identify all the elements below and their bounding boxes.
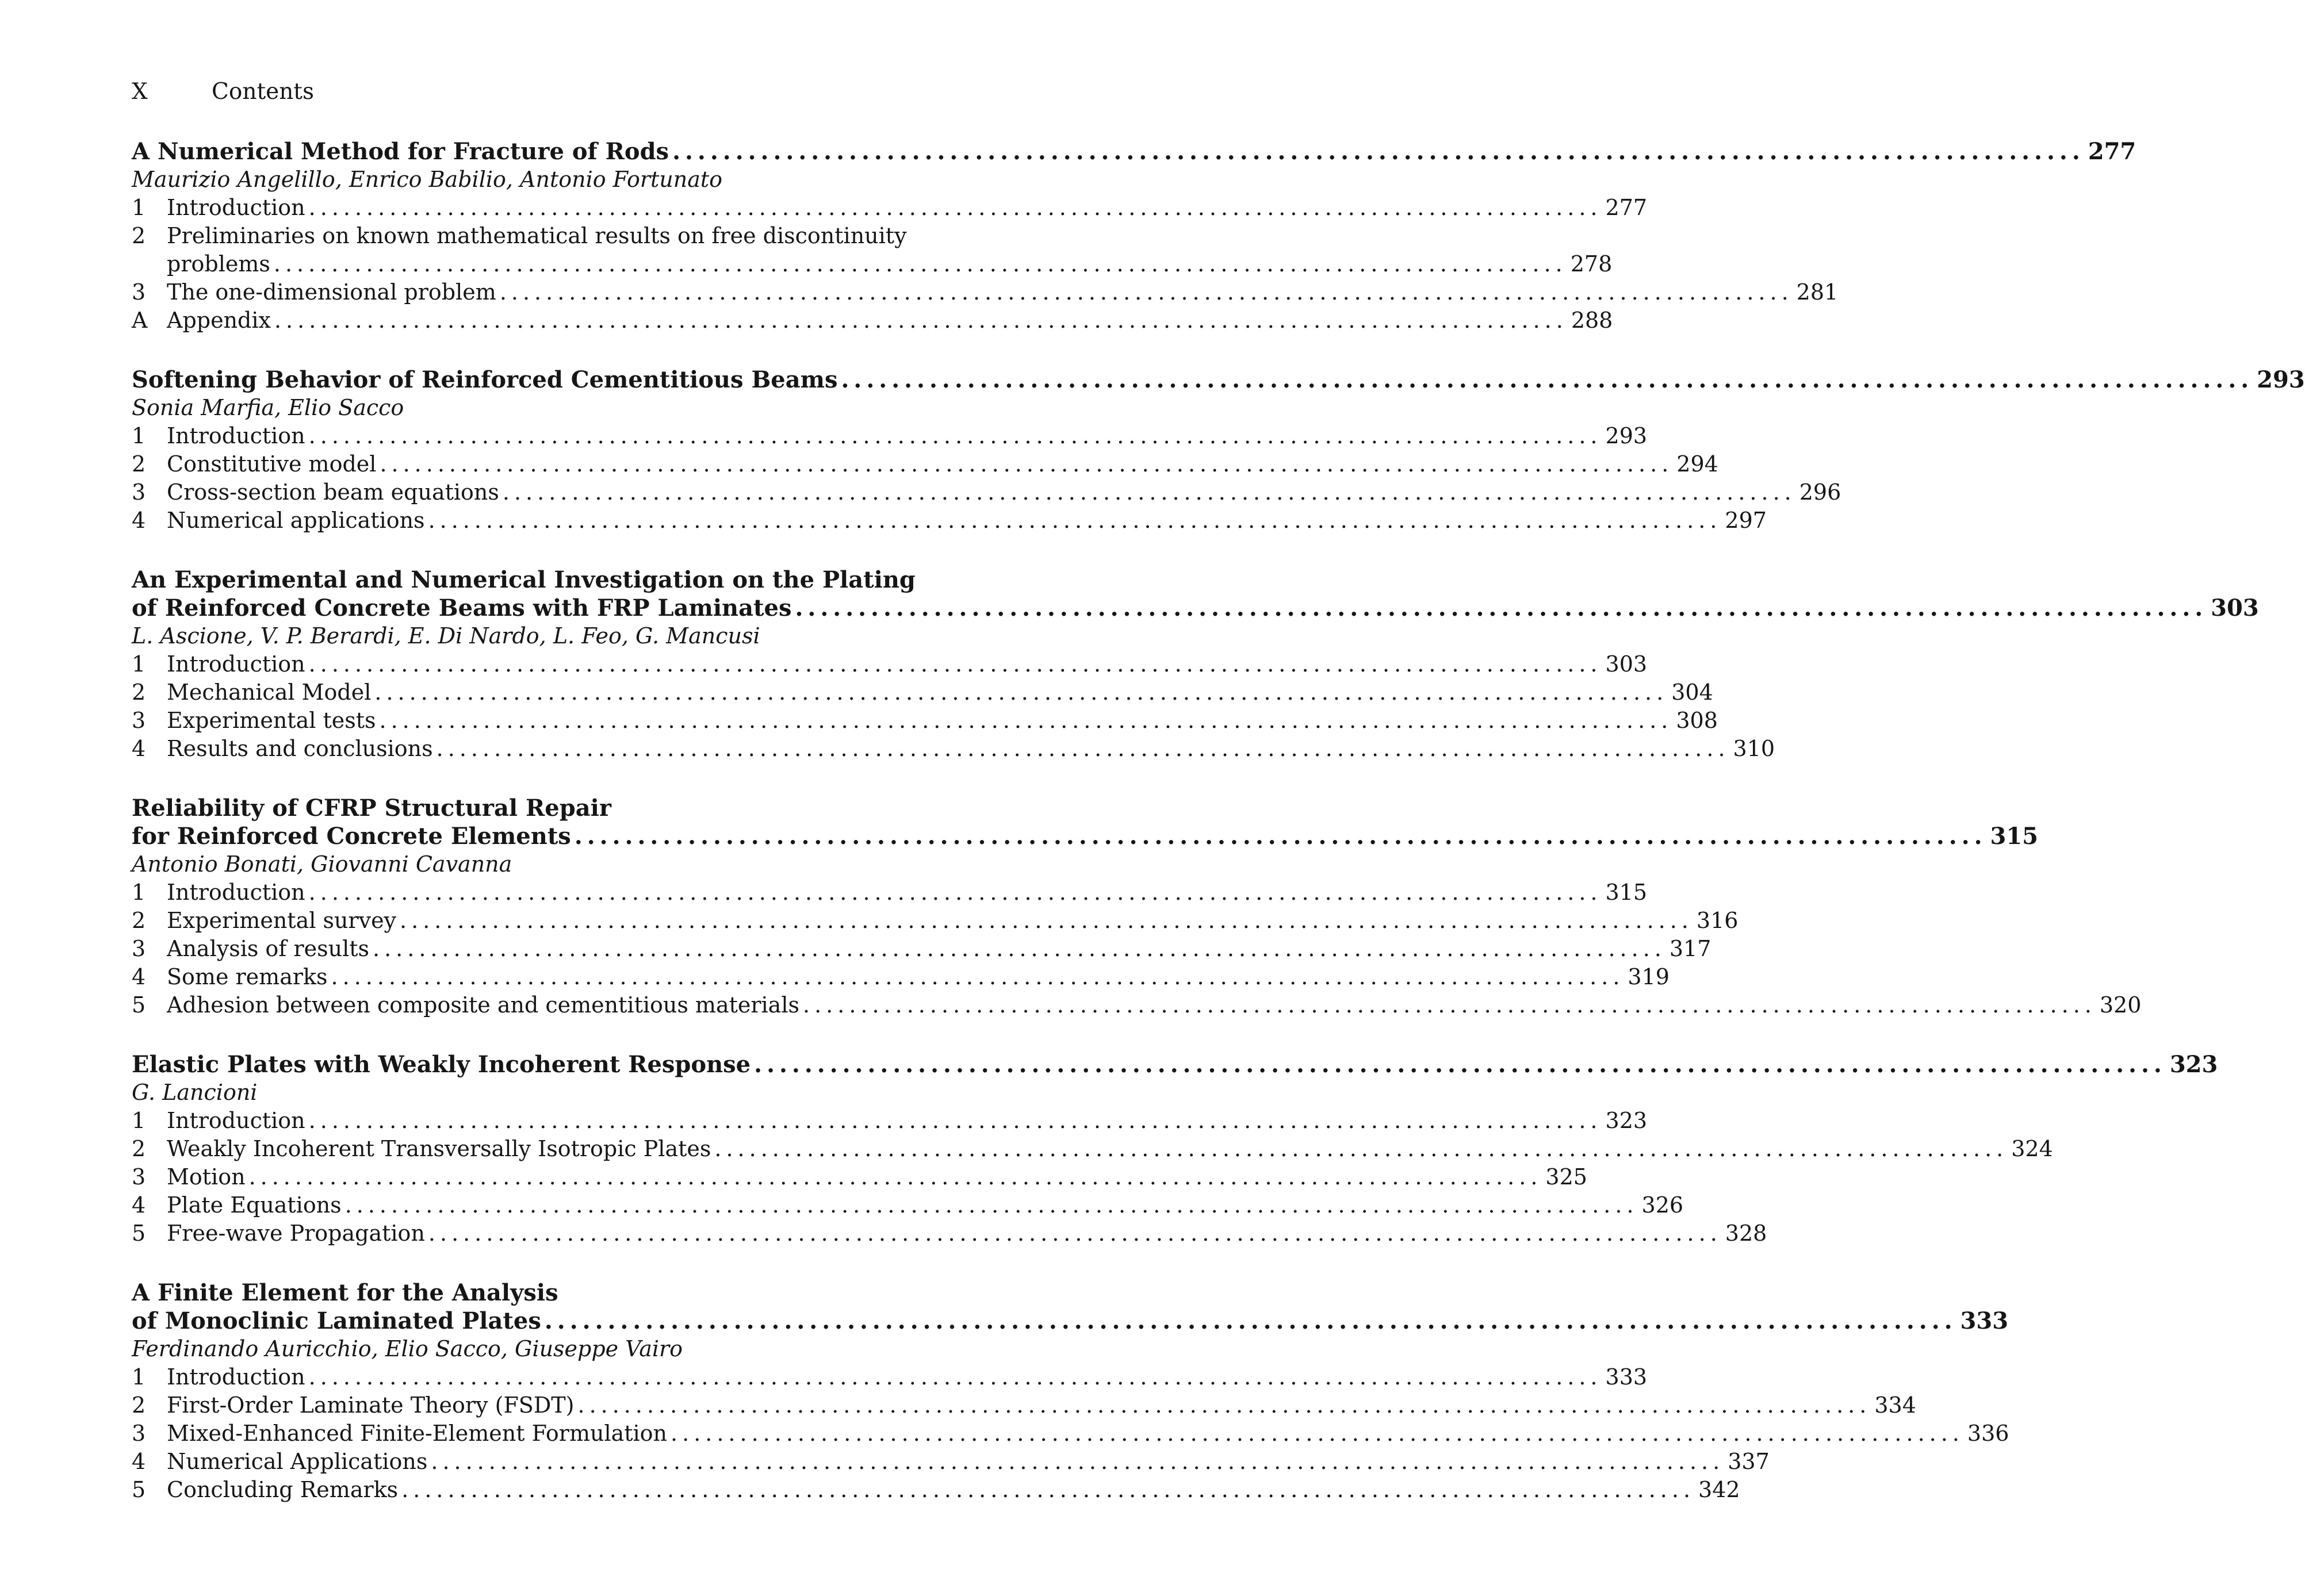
dot-leader: ................................................................................................................ [672,138,2085,165]
section-entry [132,250,1613,278]
section-title: Introduction [167,1364,305,1390]
section-number: 4 [132,1449,146,1474]
section-title: Analysis of results [167,936,370,961]
section-page-number: 297 [1725,508,1767,533]
section-title: The one-dimensional problem [167,279,496,305]
section-page-number: 319 [1628,964,1670,989]
section-page-number: 310 [1733,736,1775,761]
section-page-number: 294 [1676,451,1718,477]
dot-leader: ................................................................................................................ [380,451,1674,477]
dot-leader: ................................................................................................................ [308,195,1602,220]
section-title: First-Order Laminate Theory (FSDT) [167,1392,575,1418]
section-entry [132,963,1670,991]
section-title: Mechanical Model [167,680,372,705]
article-authors: G. Lancioni [132,1080,258,1105]
article-page-number: 277 [2088,138,2136,165]
section-entry [132,478,1841,507]
section-title: problems [167,251,270,277]
section-page-number: 328 [1725,1221,1767,1246]
section-title: Weakly Incoherent Transversally Isotropic Plates [167,1136,711,1161]
article-authors: L. Ascione, V. P. Berardi, E. Di Nardo, L. Feo, G. Mancusi [132,623,760,649]
article-title: Reliability of CFRP Structural Repair [132,795,611,822]
section-number: 2 [132,223,146,248]
section-page-number: 326 [1641,1192,1684,1218]
section-title: Introduction [167,880,305,905]
section-entry [132,907,1739,935]
section-title: Numerical Applications [167,1449,428,1474]
article-title-line [132,822,2039,850]
header-page-number: X [132,79,148,105]
section-entry [132,735,1775,763]
section-title: Introduction [167,195,305,220]
section-page-number: 337 [1728,1449,1770,1474]
article-page-number: 333 [1960,1307,2009,1334]
section-number: 5 [132,992,146,1018]
section-title: Introduction [167,651,305,677]
section-number: 3 [132,708,146,733]
section-page-number: 288 [1571,308,1613,333]
dot-leader: ................................................................................................................ [428,508,1722,533]
article-title: A Finite Element for the Analysis [132,1279,558,1306]
article-title-line [132,1050,2218,1079]
section-number: 4 [132,1192,146,1218]
section-title: Concluding Remarks [167,1477,399,1502]
article-title-line [132,366,2305,394]
section-number: 1 [132,1108,146,1133]
section-number: 3 [132,936,146,961]
running-header [132,78,314,106]
section-entry [132,878,1648,907]
section-title: Plate Equations [167,1192,342,1218]
section-number: 1 [132,423,146,448]
section-page-number: 316 [1696,908,1739,933]
section-page-number: 324 [2011,1136,2053,1161]
section-number: 1 [132,195,146,220]
section-entry [132,222,933,250]
dot-leader: ................................................................................................................ [273,251,1567,277]
section-entry [132,935,1711,963]
dot-leader: ................................................................................................................ [428,1221,1722,1246]
dot-leader: ................................................................................................................ [308,651,1602,677]
dot-leader: ................................................................................................................ [841,366,2254,393]
dot-leader: ................................................................................................................ [331,964,1625,989]
dot-leader: ................................................................................................................ [502,479,1796,505]
section-entry [132,1219,1767,1248]
article-title-line [132,137,2136,166]
section-title: Mixed-Enhanced Finite-Element Formulation [167,1421,668,1446]
section-entry [132,1135,2053,1163]
section-entry [132,650,1648,678]
dot-leader: ................................................................................................................ [544,1307,1957,1334]
section-number: 2 [132,908,146,933]
section-entry [132,707,1718,735]
section-entry [132,1191,1684,1219]
section-number: 2 [132,1136,146,1161]
toc-article [132,1279,2009,1504]
article-title: Softening Behavior of Reinforced Cementitious Beams [132,366,838,393]
section-page-number: 325 [1545,1164,1587,1190]
section-number: 4 [132,736,146,761]
article-page-number: 315 [1990,823,2039,850]
article-page-number: 303 [2211,594,2259,621]
dot-leader: ................................................................................................................ [795,594,2208,621]
dot-leader: ................................................................................................................ [754,1051,2166,1078]
dot-leader: ................................................................................................................ [436,736,1730,761]
section-entry [132,450,1718,478]
section-page-number: 296 [1799,479,1841,505]
section-title: Some remarks [167,964,328,989]
section-number: 5 [132,1221,146,1246]
section-page-number: 323 [1605,1108,1648,1133]
section-entry [132,991,2142,1019]
section-title: Experimental survey [167,908,397,933]
dot-leader: ................................................................................................................ [248,1164,1542,1190]
section-number: A [132,308,148,333]
dot-leader: ................................................................................................................ [274,308,1568,333]
section-page-number: 315 [1605,880,1648,905]
dot-leader: ................................................................................................................ [577,1392,1871,1418]
section-entry [132,1448,1770,1476]
article-title: Elastic Plates with Weakly Incoherent Response [132,1051,751,1078]
section-number: 1 [132,880,146,905]
section-title: Experimental tests [167,708,376,733]
dot-leader: ................................................................................................................ [671,1421,1964,1446]
dot-leader: ................................................................................................................ [373,936,1666,961]
article-title-line [132,594,2259,622]
section-page-number: 308 [1676,708,1718,733]
dot-leader: ................................................................................................................ [714,1136,2008,1161]
article-authors: Ferdinando Auricchio, Elio Sacco, Giuseppe Vairo [132,1336,683,1361]
section-title: Numerical applications [167,508,425,533]
article-title: of Reinforced Concrete Beams with FRP Laminates [132,594,792,621]
section-entry [132,1476,1740,1504]
dot-leader: ................................................................................................................ [308,1108,1602,1133]
article-title-line [132,566,933,594]
section-page-number: 281 [1796,279,1839,305]
section-number: 1 [132,1364,146,1390]
section-title: Introduction [167,1108,305,1133]
section-page-number: 333 [1605,1364,1648,1390]
section-number: 3 [132,1164,146,1190]
article-page-number: 293 [2257,366,2305,393]
section-title: Motion [167,1164,246,1190]
table-of-contents [132,137,2305,1535]
section-number: 3 [132,479,146,505]
dot-leader: ................................................................................................................ [400,908,1693,933]
section-entry [132,1391,1916,1419]
article-title: of Monoclinic Laminated Plates [132,1307,541,1334]
section-title: Preliminaries on known mathematical results on free discontinuity [167,223,907,248]
section-number: 5 [132,1477,146,1502]
section-entry [132,422,1648,450]
dot-leader: ................................................................................................................ [344,1192,1638,1218]
section-entry [132,306,1613,335]
section-entry [132,1419,2009,1448]
section-entry [132,1363,1648,1391]
section-page-number: 320 [2099,992,2142,1018]
article-title-line [132,1279,933,1307]
dot-leader: ................................................................................................................ [308,880,1602,905]
section-number: 3 [132,1421,146,1446]
section-entry [132,507,1767,535]
article-title: A Numerical Method for Fracture of Rods [132,138,669,165]
article-authors: Sonia Marfia, Elio Sacco [132,395,404,420]
dot-leader: ................................................................................................................ [308,423,1602,448]
section-title: Adhesion between composite and cementitious materials [167,992,799,1018]
section-page-number: 303 [1605,651,1648,677]
section-page-number: 342 [1698,1477,1740,1502]
section-page-number: 336 [1967,1421,2009,1446]
section-title: Free-wave Propagation [167,1221,425,1246]
section-entry [132,1107,1648,1135]
section-page-number: 304 [1671,680,1713,705]
dot-leader: ................................................................................................................ [431,1449,1725,1474]
article-title-line [132,1307,2009,1335]
dot-leader: ................................................................................................................ [401,1477,1695,1502]
toc-article [132,1050,2218,1248]
section-number: 3 [132,279,146,305]
section-number: 2 [132,1392,146,1418]
dot-leader: ................................................................................................................ [574,823,1987,850]
section-page-number: 317 [1669,936,1711,961]
section-number: 1 [132,651,146,677]
section-title: Constitutive model [167,451,377,477]
article-page-number: 323 [2169,1051,2218,1078]
section-page-number: 277 [1605,195,1648,220]
section-page-number: 278 [1570,251,1613,277]
article-title-line [132,794,933,822]
toc-article [132,794,2142,1019]
article-authors: Antonio Bonati, Giovanni Cavanna [132,851,512,877]
section-entry [132,1163,1587,1191]
section-number: 4 [132,508,146,533]
article-authors: Maurizio Angelillo, Enrico Babilio, Antonio Fortunato [132,167,723,192]
article-title: An Experimental and Numerical Investigation on the Plating [132,566,916,593]
section-entry [132,194,1648,222]
dot-leader: ................................................................................................................ [374,680,1668,705]
section-page-number: 334 [1874,1392,1916,1418]
section-title: Results and conclusions [167,736,433,761]
toc-article [132,366,2305,535]
dot-leader: ................................................................................................................ [499,279,1793,305]
section-title: Appendix [167,308,271,333]
section-entry [132,678,1713,707]
section-entry [132,278,1839,306]
header-title: Contents [212,79,314,105]
section-number: 2 [132,680,146,705]
toc-article [132,137,2136,335]
article-title: for Reinforced Concrete Elements [132,823,571,850]
section-number: 2 [132,451,146,477]
section-title: Introduction [167,423,305,448]
dot-leader: ................................................................................................................ [379,708,1673,733]
dot-leader: ................................................................................................................ [308,1364,1602,1390]
section-number: 4 [132,964,146,989]
toc-article [132,566,2259,763]
section-title: Cross-section beam equations [167,479,499,505]
dot-leader: ................................................................................................................ [803,992,2096,1018]
section-page-number: 293 [1605,423,1648,448]
